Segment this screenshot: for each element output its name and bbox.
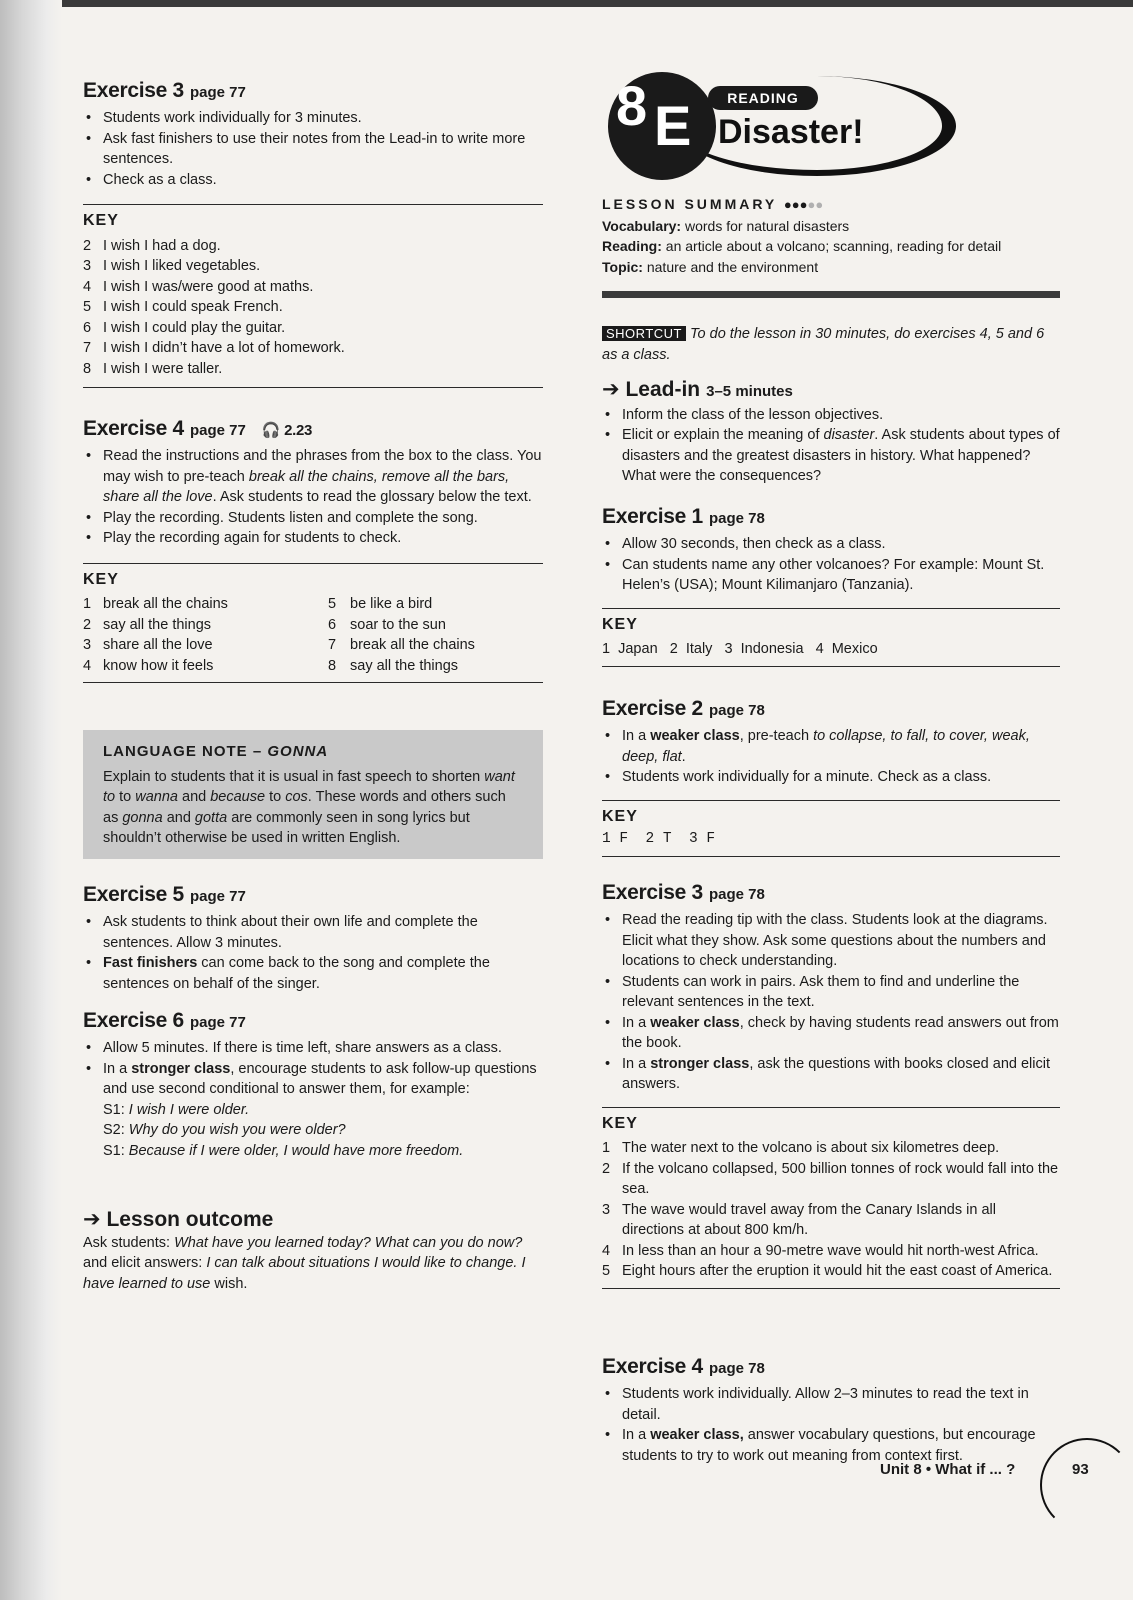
key-item [83,236,543,257]
outcome-italic: What have you learned today? What can you do now? [174,1234,523,1251]
divider [602,1107,1060,1108]
headphones-icon: 🎧 [261,422,281,439]
key-title: KEY [602,1114,638,1132]
exercise-6-bullets [83,1038,543,1161]
key-item [602,1200,1060,1241]
key-title: KEY [602,615,638,633]
page-ref: page 78 [708,886,765,903]
note-text: Explain to students that it is usual in fast speech to shorten [103,768,485,785]
bullet-item [83,1059,543,1162]
audio-track [262,422,312,439]
speaker-label: S2: [103,1122,129,1138]
key-text: share all the love [103,637,213,653]
bullet-text: . [681,748,686,765]
note-title-text: LANGUAGE NOTE – [103,743,268,760]
key-number: 4 [83,657,92,674]
bullet-item: • Allow 30 seconds, then check as a class. [602,534,1060,555]
key-text: If the volcano collapsed, 500 billion tonnes of rock would fall into the sea. [622,1160,1059,1197]
page-ref: page 78 [708,1360,765,1377]
key-item [83,256,543,277]
summary-label: Vocabulary: [602,217,682,234]
bullet-text: . Ask students about types of disasters and the greatest disasters in history. What happened? What were the consequences? [622,427,1060,484]
lesson-outcome-text [83,1233,543,1295]
exercise-title: Exercise 4 [83,417,184,440]
divider [602,800,1060,801]
dialogue-text: I wish I were older. [128,1101,250,1118]
key-number: 6 [83,319,92,336]
shortcut-tag: SHORTCUT [602,326,686,341]
exercise-4-bullets [83,446,543,549]
summary-reading [602,236,1060,257]
key-number: 4 [602,1242,611,1259]
audio-track-number: 2.23 [284,422,313,439]
lesson-summary [602,194,1060,298]
exercise-title: Exercise 4 [602,1355,703,1378]
exercise-4-section [83,416,543,683]
note-text: are commonly seen in song lyrics but shouldn’t otherwise be used in written English. [103,809,470,846]
note-text: to [265,789,286,805]
key-number: 5 [602,1263,611,1279]
summary-title-text: LESSON SUMMARY [602,196,778,212]
key-text: I wish I could play the guitar. [103,319,286,336]
key-item [602,1241,1060,1262]
summary-value: nature and the environment [642,258,819,275]
divider [83,682,543,683]
key-number: 8 [83,360,92,377]
exercise-3-heading [602,880,1060,908]
bullet-text: . Ask students to read the glossary below the text. [212,489,532,505]
bullet-bold: weaker class, [650,1427,744,1443]
key-text: Eight hours after the eruption it would hit the east coast of America. [622,1263,1053,1279]
exercise-6-heading [83,1008,543,1036]
key-text: I wish I was/were good at maths. [103,278,314,295]
note-italic: want to [103,768,515,805]
key-number: 5 [83,299,92,315]
duration: 3–5 minutes [706,383,793,400]
note-italic: wanna [135,789,178,805]
dialogue-line [103,1100,543,1121]
key-number: 7 [83,340,92,356]
exercise-4-key [83,594,543,676]
exercise-1-section [602,504,1060,667]
book-spine-shadow [0,0,62,1600]
outcome-italic: I can talk about situations I would like to change. I have learned to use [83,1255,526,1292]
bullet-item: • Students work individually for a minute. Check as a class. [602,767,1060,788]
bullet-text: , check by having students read answers out from the book. [622,1014,1059,1051]
exercise-title: Exercise 3 [83,79,184,102]
bullet-italic: break all the chains, remove all the bars, share all the love [103,468,510,505]
divider [602,856,1060,857]
exercise-5-heading [83,882,543,910]
language-note-body [103,767,523,849]
section-title: Lesson outcome [106,1208,274,1231]
exercise-2-key: 1 F 2 T 3 F [602,831,716,847]
key-item [83,277,543,298]
summary-value: words for natural disasters [681,217,850,234]
speaker-label: S1: [103,1142,129,1159]
exercise-1-bullets [602,534,1060,596]
key-item [328,656,528,677]
bullet-item: • Check as a class. [83,170,543,191]
bullet-item: • Read the reading tip with the class. Students look at the diagrams. Elicit what they show. Ask some questions about the numbers and locations to check understanding. [602,910,1060,972]
bullet-item [602,726,1060,767]
note-italic: cos [285,789,308,805]
exercise-3-right-section [602,880,1060,1289]
dialogue-text: Why do you wish you were older? [128,1122,346,1138]
page-ref: page 78 [708,510,765,527]
bullet-item: • Ask students to think about their own life and complete the sentences. Allow 3 minutes. [83,912,543,953]
lesson-outcome-section [83,1210,543,1294]
divider [83,204,543,205]
lesson-letter: E [654,94,692,157]
lesson-outcome-heading [83,1210,543,1231]
exercise-title: Exercise 5 [83,883,184,906]
shortcut-text: To do the lesson in 30 minutes, do exercises 4, 5 and 6 as a class. [602,326,1045,363]
key-title: KEY [602,807,638,825]
bullet-text: answer vocabulary questions, but encourage students to try to work out meaning from context first. [622,1427,1036,1464]
lesson-title: Disaster! [718,113,864,151]
bullet-item [602,1054,1060,1095]
page-number: 93 [1072,1461,1089,1478]
exercise-title: Exercise 3 [602,881,703,904]
key-item [602,1138,1060,1159]
difficulty-dots [784,197,823,212]
speaker-label: S1: [103,1101,129,1118]
bullet-item: • Students work individually for 3 minutes. [83,108,543,129]
key-text: I wish I were taller. [103,360,223,377]
key-text: break all the chains [103,596,228,612]
exercise-1-key: 1 Japan 2 Italy 3 Indonesia 4 Mexico [602,641,878,657]
dialogue-line [103,1120,543,1141]
bullet-text: In a [103,1060,132,1077]
note-text: and [162,809,195,826]
bullet-italic: disaster [823,427,875,443]
bullet-item [83,129,543,170]
note-italic: gotta [194,809,228,826]
bullet-item: • Inform the class of the lesson objectives. [602,405,1060,426]
key-text: I wish I didn’t have a lot of homework. [103,340,345,356]
divider [602,666,1060,667]
bullet-item [602,1013,1060,1054]
key-number: 3 [602,1201,611,1218]
bullet-text: In a [622,1427,651,1443]
shortcut-note [602,324,1060,365]
bullet-text: In a [622,1014,651,1031]
exercise-6-section [83,1008,543,1161]
key-title: KEY [83,212,119,229]
bullet-text: Ask fast finishers to use their notes from the Lead-in to write more sentences. [103,130,526,167]
bullet-bold: weaker class [650,1014,740,1031]
key-item [83,338,543,359]
bullet-italic: to collapse, to fall, to cover, weak, deep, flat [622,728,1030,765]
lead-in-heading [602,380,1060,403]
bullet-item: • Students work individually. Allow 2–3 minutes to read the text in detail. [602,1384,1060,1425]
exercise-5-bullets [83,912,543,994]
exercise-5-section [83,882,543,994]
bullet-item: • Can students name any other volcanoes? For example: Mount St. Helen’s (USA); Mount Kilimanjaro (Tanzania). [602,555,1060,596]
exercise-2-bullets [602,726,1060,788]
key-item [83,594,328,615]
outcome-text: Ask students: [83,1234,175,1251]
page-ref: page 77 [189,422,246,439]
summary-label: Reading: [602,238,662,254]
exercise-4-bullets [602,1384,1060,1466]
key-item [83,615,328,636]
key-number: 5 [328,596,337,612]
key-item [83,656,328,677]
exercise-3-key [602,1138,1060,1282]
summary-vocabulary [602,216,1060,237]
outcome-text: and elicit answers: [83,1255,207,1271]
note-text: to [115,789,136,805]
outcome-text: wish. [210,1275,248,1292]
bullet-bold: stronger class [131,1060,231,1077]
exercise-2-heading [602,696,1060,724]
page-ref: page 77 [189,888,246,905]
dots-filled: ●●● [783,197,808,212]
key-text: In less than an hour a 90-metre wave would hit north-west Africa. [622,1242,1039,1259]
bullet-bold: Fast finishers [103,955,198,971]
summary-topic [602,257,1060,278]
divider [602,608,1060,609]
exercise-4-right-section [602,1354,1060,1466]
footer-unit-title: Unit 8 • What if ... ? [880,1461,1016,1478]
bullet-item: • Students can work in pairs. Ask them to find and underline the relevant sentences in the text. [602,972,1060,1013]
bullet-item [83,446,543,508]
key-number: 7 [328,637,337,653]
page-number-arc [1040,1438,1133,1532]
bullet-item: • Play the recording again for students to check. [83,528,543,549]
bullet-item: • Allow 5 minutes. If there is time left, share answers as a class. [83,1038,543,1059]
key-column-left [83,594,328,676]
unit-number: 8 [616,74,648,137]
key-column-right [328,594,528,676]
exercise-title: Exercise 6 [83,1009,184,1032]
note-title-italic: GONNA [267,743,329,760]
lesson-summary-title [602,194,1060,216]
exercise-1-heading [602,504,1060,532]
key-text: be like a bird [350,596,433,612]
key-text: I wish I could speak French. [103,299,283,315]
key-text: say all the things [103,616,212,633]
exercise-title: Exercise 1 [602,505,703,528]
key-item [328,635,528,656]
bullet-text: can come back to the song and complete the sentences on behalf of the singer. [103,955,490,992]
key-item [83,318,543,339]
exercise-2-section [602,696,1060,857]
key-text: break all the chains [350,637,475,653]
key-number: 2 [602,1160,611,1177]
bullet-text: , pre-teach [739,728,814,744]
divider [602,1288,1060,1289]
summary-label: Topic: [602,258,643,275]
key-item [83,297,543,318]
page-ref: page 77 [189,1014,246,1031]
language-note-box [83,730,543,859]
key-item [83,635,328,656]
dialogue-text: Because if I were older, I would have more freedom. [128,1142,464,1159]
exercise-3-bullets [602,910,1060,1095]
arrow-right-icon: ➔ [602,378,620,401]
lead-in-section [602,380,1060,487]
language-note-title [103,742,523,763]
key-number: 6 [328,616,337,633]
thick-divider [602,291,1060,298]
exercise-3-section [83,78,543,388]
exercise-3-bullets [83,108,543,190]
bullet-item: • Play the recording. Students listen and complete the song. [83,508,543,529]
page-ref: page 78 [708,702,765,719]
bullet-text: Elicit or explain the meaning of [622,427,824,443]
lead-in-bullets [602,405,1060,487]
exercise-3-key [83,236,543,380]
key-text: I wish I had a dog. [103,237,221,254]
top-edge-bar [0,0,1133,7]
bullet-bold: stronger class [650,1055,750,1072]
key-item [83,359,543,380]
key-item [328,594,528,615]
note-text: and [177,789,211,805]
bullet-item [602,425,1060,487]
key-number: 8 [328,657,337,674]
key-number: 2 [83,616,92,633]
bullet-text: , ask the questions with books closed and elicit answers. [622,1055,1051,1092]
divider [83,387,543,388]
lesson-category: READING [708,86,818,110]
key-number: 3 [83,258,92,274]
bullet-text: Read the instructions and the phrases from the box to the class. You may wish to pre-teach [103,448,542,485]
key-number: 4 [83,278,92,295]
note-text: . These words and others such as [103,789,506,826]
key-item [602,1159,1060,1200]
key-text: The wave would travel away from the Canary Islands in all directions at about 800 km/h. [622,1201,996,1238]
note-italic: because [210,789,266,805]
key-item [328,615,528,636]
exercise-4-heading [83,416,543,444]
key-number: 1 [83,596,92,612]
key-text: I wish I liked vegetables. [103,258,261,274]
bullet-item [83,953,543,994]
key-text: say all the things [350,657,459,674]
bullet-text: , encourage students to ask follow-up questions and use second conditional to answer them, for example: [103,1060,537,1097]
key-number: 3 [83,637,92,653]
summary-value: an article about a volcano; scanning, reading for detail [661,238,1002,254]
divider [83,563,543,564]
section-title: Lead-in [625,378,701,401]
arrow-right-icon: ➔ [83,1208,101,1231]
lesson-badge [608,72,958,182]
exercise-4-heading [602,1354,1060,1382]
key-text: soar to the sun [350,616,446,633]
key-number: 1 [602,1140,611,1156]
note-italic: gonna [122,809,163,826]
bullet-bold: weaker class [650,728,740,744]
exercise-title: Exercise 2 [602,697,703,720]
key-item [602,1261,1060,1282]
bullet-text: In a [622,728,651,744]
key-number: 2 [83,237,92,254]
page-ref: page 77 [189,84,246,101]
key-text: The water next to the volcano is about six kilometres deep. [622,1140,1000,1156]
exercise-3-heading [83,78,543,106]
dialogue-line [103,1141,543,1162]
dots-empty: ●● [807,197,824,212]
key-text: know how it feels [103,657,214,674]
bullet-text: In a [622,1055,651,1072]
key-title: KEY [83,570,119,588]
